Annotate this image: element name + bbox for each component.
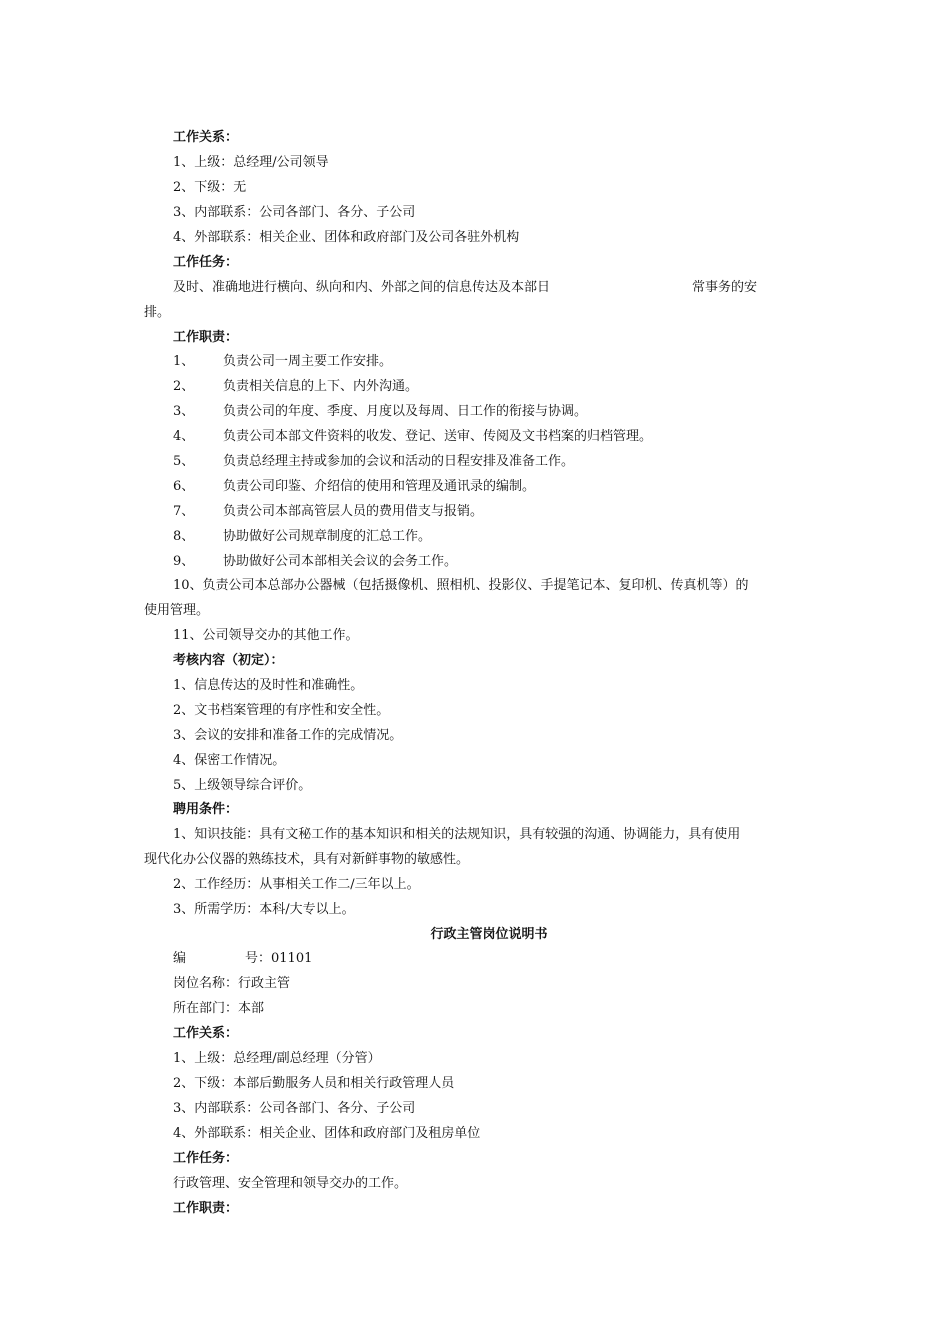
subordinate-line: 2、下级：本部后勤服务人员和相关行政管理人员 bbox=[173, 1076, 455, 1091]
hire-item: 2、工作经历：从事相关工作二/三年以上。 bbox=[173, 877, 420, 892]
external-contact-line: 4、外部联系：相关企业、团体和政府部门及公司各驻外机构 bbox=[173, 230, 520, 245]
code-label: 号： bbox=[245, 951, 272, 966]
post-label: 岗位名称： bbox=[173, 976, 239, 991]
duty-number: 7、 bbox=[173, 504, 195, 519]
hire-item-continued: 现代化办公仪器的熟练技术，具有对新鲜事物的敏感性。 bbox=[144, 852, 470, 867]
eval-item: 1、信息传达的及时性和准确性。 bbox=[173, 678, 364, 693]
section-heading: 工作任务： bbox=[173, 255, 239, 270]
task-text-part: 常事务的安 bbox=[692, 280, 758, 295]
task-line-continued: 排。 bbox=[144, 305, 171, 320]
dept-label: 所在部门： bbox=[173, 1001, 239, 1016]
duty-item bbox=[173, 399, 809, 424]
task-line bbox=[173, 275, 809, 300]
section-heading: 工作职责： bbox=[173, 330, 239, 345]
duty-text: 负责公司的年度、季度、月度以及每周、日工作的衔接与协调。 bbox=[223, 404, 588, 419]
code-label: 编 bbox=[173, 951, 187, 966]
duty-number: 4、 bbox=[173, 429, 195, 444]
duty-item bbox=[173, 374, 809, 399]
duty-item bbox=[173, 549, 809, 574]
duty-item bbox=[173, 499, 809, 524]
duty-text: 负责公司本部高管层人员的费用借支与报销。 bbox=[223, 504, 484, 519]
duty-text: 协助做好公司本部相关会议的会务工作。 bbox=[223, 554, 458, 569]
duty-item bbox=[173, 424, 809, 449]
duty-number: 8、 bbox=[173, 529, 195, 544]
duty-number: 1、 bbox=[173, 354, 195, 369]
duty-number: 6、 bbox=[173, 479, 195, 494]
section-heading: 考核内容（初定）： bbox=[173, 653, 284, 668]
eval-item: 5、上级领导综合评价。 bbox=[173, 778, 312, 793]
section-heading: 工作任务： bbox=[173, 1151, 239, 1166]
duty-number: 3、 bbox=[173, 404, 195, 419]
eval-item: 2、文书档案管理的有序性和安全性。 bbox=[173, 703, 390, 718]
post-line bbox=[173, 971, 809, 996]
external-contact-line: 4、外部联系：相关企业、团体和政府部门及租房单位 bbox=[173, 1126, 481, 1141]
task-text-part: 及时、准确地进行横向、纵向和内、外部之间的信息传达及本部日 bbox=[173, 280, 551, 295]
code-value: 01101 bbox=[271, 951, 313, 966]
duty-text: 负责公司一周主要工作安排。 bbox=[223, 354, 393, 369]
hire-item: 3、所需学历：本科/大专以上。 bbox=[173, 902, 355, 917]
task-line: 行政管理、安全管理和领导交办的工作。 bbox=[173, 1176, 408, 1191]
section-heading: 工作关系： bbox=[173, 1026, 239, 1041]
duty-number: 5、 bbox=[173, 454, 195, 469]
duty-text: 负责相关信息的上下、内外沟通。 bbox=[223, 379, 419, 394]
eval-item: 4、保密工作情况。 bbox=[173, 753, 286, 768]
code-line bbox=[173, 946, 809, 971]
internal-contact-line: 3、内部联系：公司各部门、各分、子公司 bbox=[173, 1101, 416, 1116]
subordinate-line: 2、下级：无 bbox=[173, 180, 247, 195]
eval-item: 3、会议的安排和准备工作的完成情况。 bbox=[173, 728, 403, 743]
dept-value: 本部 bbox=[238, 1001, 265, 1016]
duty-text: 负责总经理主持或参加的会议和活动的日程安排及准备工作。 bbox=[223, 454, 575, 469]
superior-line: 1、上级：总经理/副总经理（分管） bbox=[173, 1051, 381, 1066]
internal-contact-line: 3、内部联系：公司各部门、各分、子公司 bbox=[173, 205, 416, 220]
superior-line: 1、上级：总经理/公司领导 bbox=[173, 155, 329, 170]
duty-text: 负责公司印鉴、介绍信的使用和管理及通讯录的编制。 bbox=[223, 479, 536, 494]
duty-item-10-continued: 使用管理。 bbox=[144, 603, 210, 618]
duty-item bbox=[173, 474, 809, 499]
duty-item bbox=[173, 349, 809, 374]
duty-number: 9、 bbox=[173, 554, 195, 569]
hire-item: 1、知识技能：具有文秘工作的基本知识和相关的法规知识，具有较强的沟通、协调能力，具有使用 bbox=[173, 827, 741, 842]
dept-line bbox=[173, 996, 809, 1021]
duty-text: 协助做好公司规章制度的汇总工作。 bbox=[223, 529, 432, 544]
duty-item-10: 10、负责公司本总部办公器械（包括摄像机、照相机、投影仪、手提笔记本、复印机、传真机等）的 bbox=[173, 578, 749, 593]
post-value: 行政主管 bbox=[238, 976, 291, 991]
document-title: 行政主管岗位说明书 bbox=[430, 927, 548, 942]
section-heading: 工作关系： bbox=[173, 130, 239, 145]
duty-number: 2、 bbox=[173, 379, 195, 394]
duty-item bbox=[173, 449, 809, 474]
duty-item-11: 11、公司领导交办的其他工作。 bbox=[173, 628, 359, 643]
duty-text: 负责公司本部文件资料的收发、登记、送审、传阅及文书档案的归档管理。 bbox=[223, 429, 653, 444]
section-heading: 工作职责： bbox=[173, 1201, 239, 1216]
section-heading: 聘用条件： bbox=[173, 802, 239, 817]
duty-item bbox=[173, 524, 809, 549]
